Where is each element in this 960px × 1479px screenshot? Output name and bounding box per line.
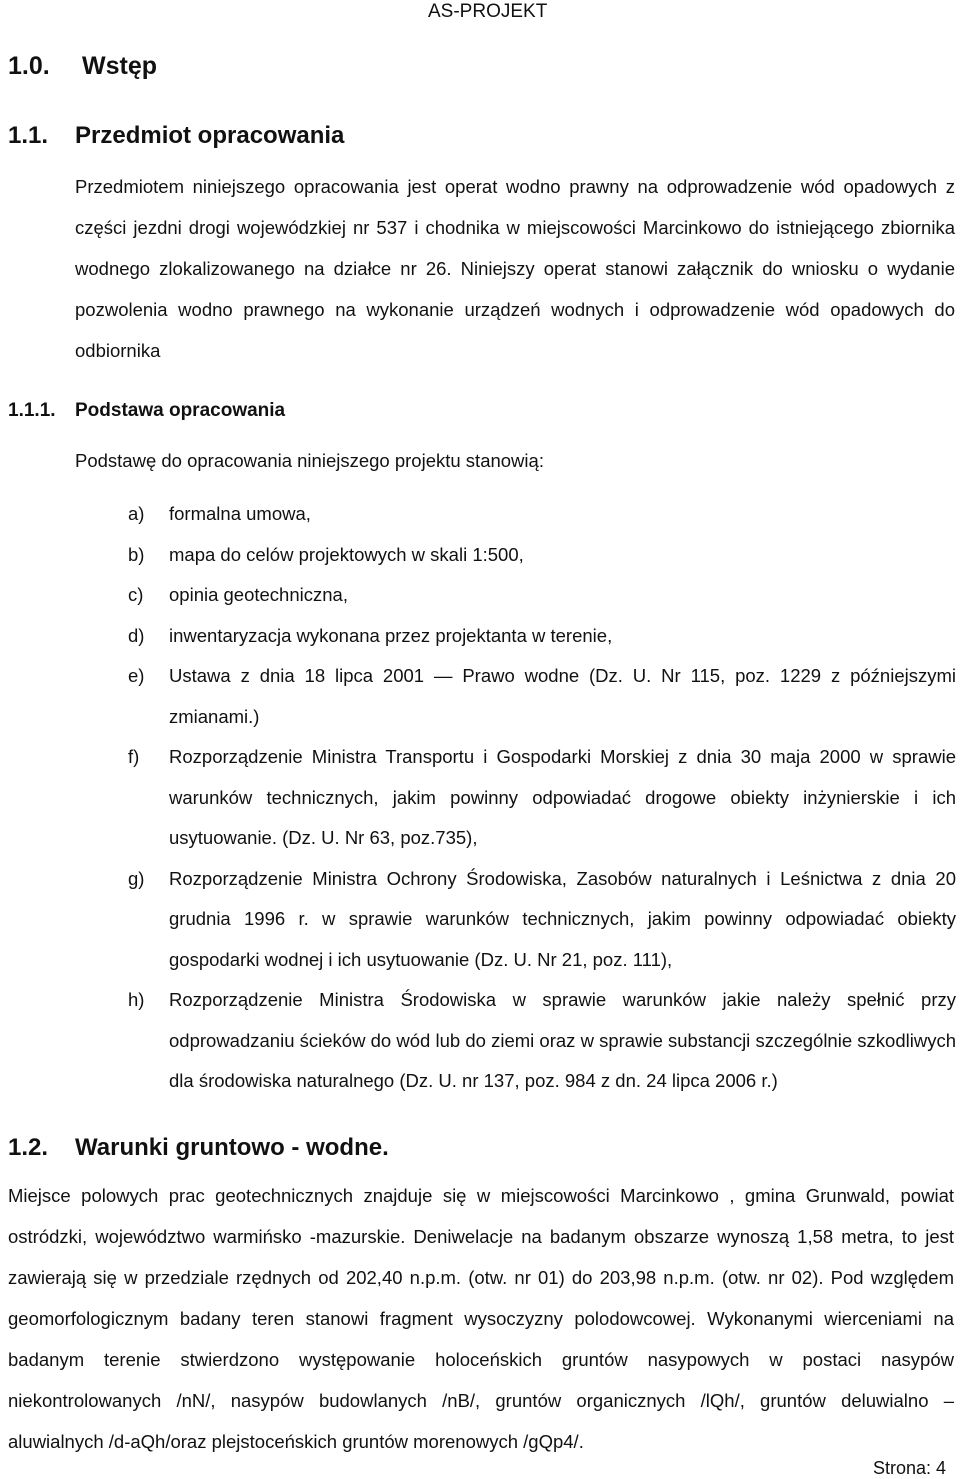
list-item	[128, 859, 956, 981]
list-item-label: c)	[128, 584, 144, 605]
list-item-label: a)	[128, 503, 145, 524]
section-title: Wstęp	[82, 52, 157, 80]
page-number: Strona: 4	[872, 1458, 946, 1478]
section-number: 1.0.	[8, 52, 50, 80]
basis-intro: Podstawę do opracowania niniejszego projektu stanowią:	[75, 450, 544, 471]
basis-list	[128, 494, 956, 1102]
list-item-text: mapa do celów projektowych w skali 1:500,	[169, 543, 524, 565]
list-item-label: g)	[128, 867, 145, 889]
subject-paragraph: Przedmiotem niniejszego opracowania jest operat wodno prawny na odprowadzenie wód opadowych z części jezdni drogi wojewódzkiej nr 537 i chodnika w miejscowości Marcinkowo do istniejącego zbiornika wodnego zlokalizowanego na działce nr 26. Niniejszy operat stanowi załącznik do wniosku o wydanie pozwolenia wodno prawnego na wykonanie urządzeń wodnych i odprowadzenie wód opadowych do odbiornika	[75, 176, 955, 361]
section-title: Warunki gruntowo - wodne.	[75, 1134, 389, 1161]
list-item-text: formalna umowa,	[169, 503, 311, 524]
list-item-label: e)	[128, 665, 145, 686]
section-heading-1-1-1	[8, 400, 508, 426]
list-item	[128, 737, 956, 859]
section-title: Podstawa opracowania	[75, 400, 286, 421]
list-item-text: Ustawa z dnia 18 lipca 2001 — Prawo wodne (Dz. U. Nr 115, poz. 1229 z późniejszymi zmianami.)	[169, 665, 956, 727]
list-item-label: h)	[128, 989, 145, 1010]
list-item	[128, 980, 956, 1102]
section-number: 1.2.	[8, 1134, 49, 1161]
ground-water-paragraph: Miejsce polowych prac geotechnicznych znajduje się w miejscowości Marcinkowo , gmina Grunwald, powiat ostródzki, województwo warmińsko -mazurskie. Deniwelacje na badanym obszarze wynoszą 1,58 metra, to jest zawierają się w przedziale rzędnych od 202,40 n.p.m. (otw. nr 01) do 203,98 n.p.m. (otw. nr 02). Pod względem geomorfologicznym badany teren stanowi fragment wysoczyzny polodowcowej. Wykonanymi wierceniami na badanym terenie stwierdzono występowanie holoceńskich gruntów nasypowych w postaci nasypów niekontrolowanych /nN/, nasypów budowlanych /nB/, gruntów organicznych /lQh/, gruntów deluwialno – aluwialnych /d-aQh/oraz plejstoceńskich gruntów morenowych /gQp4/.	[8, 1185, 954, 1452]
list-item-label: d)	[128, 624, 145, 646]
list-item-text: Rozporządzenie Ministra Środowiska w sprawie warunków jakie należy spełnić przy odprowadzaniu ścieków do wód lub do ziemi oraz w sprawie substancji szczególnie szkodliwych dla środowiska naturalnego (Dz. U. nr 137, poz. 984 z dn. 24 lipca 2006 r.)	[169, 989, 956, 1091]
list-item-text: Rozporządzenie Ministra Ochrony Środowiska, Zasobów naturalnych i Leśnictwa z dnia 20 grudnia 1996 r. w sprawie warunków technicznych, jakim powinny odpowiadać obiekty gospodarki wodnej i ich usytuowanie (Dz. U. Nr 21, poz. 111),	[169, 867, 956, 970]
section-number: 1.1.1.	[8, 400, 56, 421]
list-item-text: inwentaryzacja wykonana przez projektanta w terenie,	[169, 624, 613, 646]
section-heading-1-2	[8, 1134, 608, 1166]
list-item	[128, 535, 956, 576]
list-item	[128, 494, 956, 535]
list-item	[128, 575, 956, 616]
list-item-label: f)	[128, 746, 140, 767]
list-item	[128, 616, 956, 657]
section-number: 1.1.	[8, 122, 49, 149]
list-item	[128, 656, 956, 737]
list-item-text: opinia geotechniczna,	[169, 584, 348, 605]
list-item-label: b)	[128, 543, 145, 565]
document-header: AS-PROJEKT	[428, 1, 548, 22]
section-heading-1-0	[8, 52, 308, 84]
section-title: Przedmiot opracowania	[75, 122, 345, 149]
section-heading-1-1	[8, 122, 508, 154]
list-item-text: Rozporządzenie Ministra Transportu i Gospodarki Morskiej z dnia 30 maja 2000 w sprawie warunków technicznych, jakim powinny odpowiadać drogowe obiekty inżynierskie i ich usytuowanie. (Dz. U. Nr 63, poz.735),	[169, 746, 956, 848]
